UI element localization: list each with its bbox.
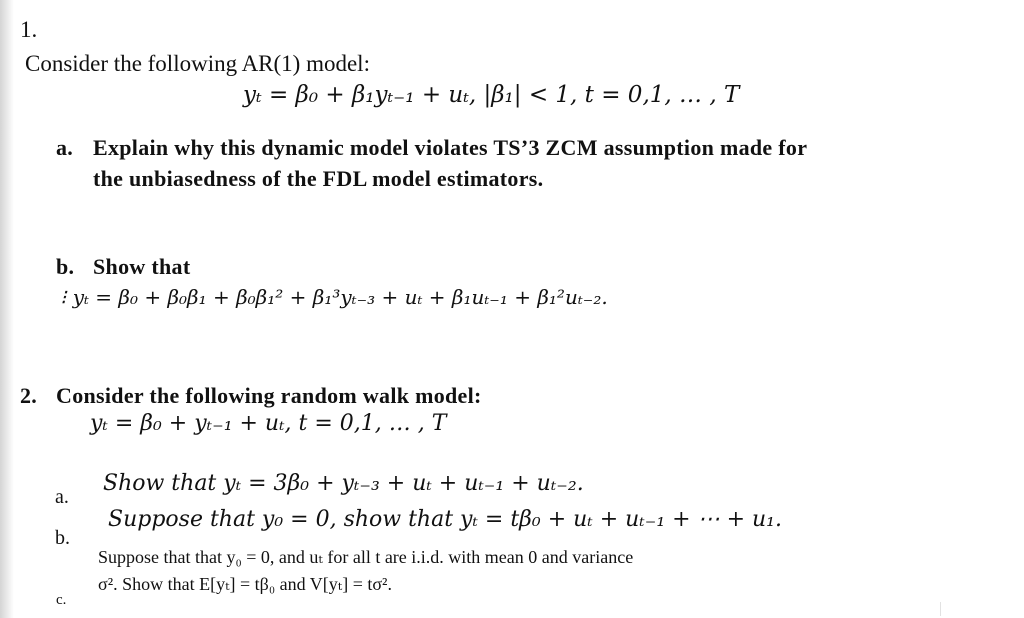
problem-2-part-b-label: b. [55, 527, 70, 549]
problem-2-part-b-text: Suppose that y₀ = 0, show that yₜ = tβ₀ + uₜ + uₜ₋₁ + ⋯ + u₁. [108, 507, 782, 532]
problem-1-part-a-line-1: Explain why this dynamic model violates TS’3 ZCM assumption made for [93, 135, 808, 160]
problem-2-number: 2. [20, 383, 38, 408]
problem-2-part-c-label: c. [56, 592, 67, 608]
problem-1-part-b-equation: ⁝ yₜ = β₀ + β₀β₁ + β₀β₁² + β₁³yₜ₋₃ + uₜ + β₁uₜ₋₁ + β₁²uₜ₋₂. [60, 285, 608, 309]
text-cursor [940, 602, 941, 616]
problem-1-part-a-line-2: the unbiasedness of the FDL model estimators. [93, 166, 544, 191]
problem-2-part-a-text: Show that yₜ = 3β₀ + yₜ₋₃ + uₜ + uₜ₋₁ + uₜ₋₂. [103, 471, 584, 496]
problem-2-part-c-line-1: Suppose that that y₀ = 0, and uₜ for all t are i.i.d. with mean 0 and variance [98, 547, 634, 567]
problem-2-part-a-label: a. [55, 486, 69, 508]
problem-1-part-b-prompt: Show that [93, 254, 191, 279]
problem-2-intro: Consider the following random walk model: [56, 383, 482, 408]
problem-1-intro: Consider the following AR(1) model: [25, 51, 370, 76]
problem-1-part-a-label: a. [56, 135, 74, 160]
problem-1-number: 1. [20, 17, 38, 42]
ar1-model-equation: yₜ = β₀ + β₁yₜ₋₁ + uₜ, |β₁| < 1, t = 0,1, … , T [243, 82, 740, 108]
problem-1-part-b-label: b. [56, 254, 75, 279]
page-edge-shadow [0, 0, 14, 618]
problem-2-part-c-line-2: σ². Show that E[yₜ] = tβ₀ and V[yₜ] = tσ². [98, 574, 392, 594]
random-walk-equation: yₜ = β₀ + yₜ₋₁ + uₜ, t = 0,1, … , T [90, 411, 447, 436]
